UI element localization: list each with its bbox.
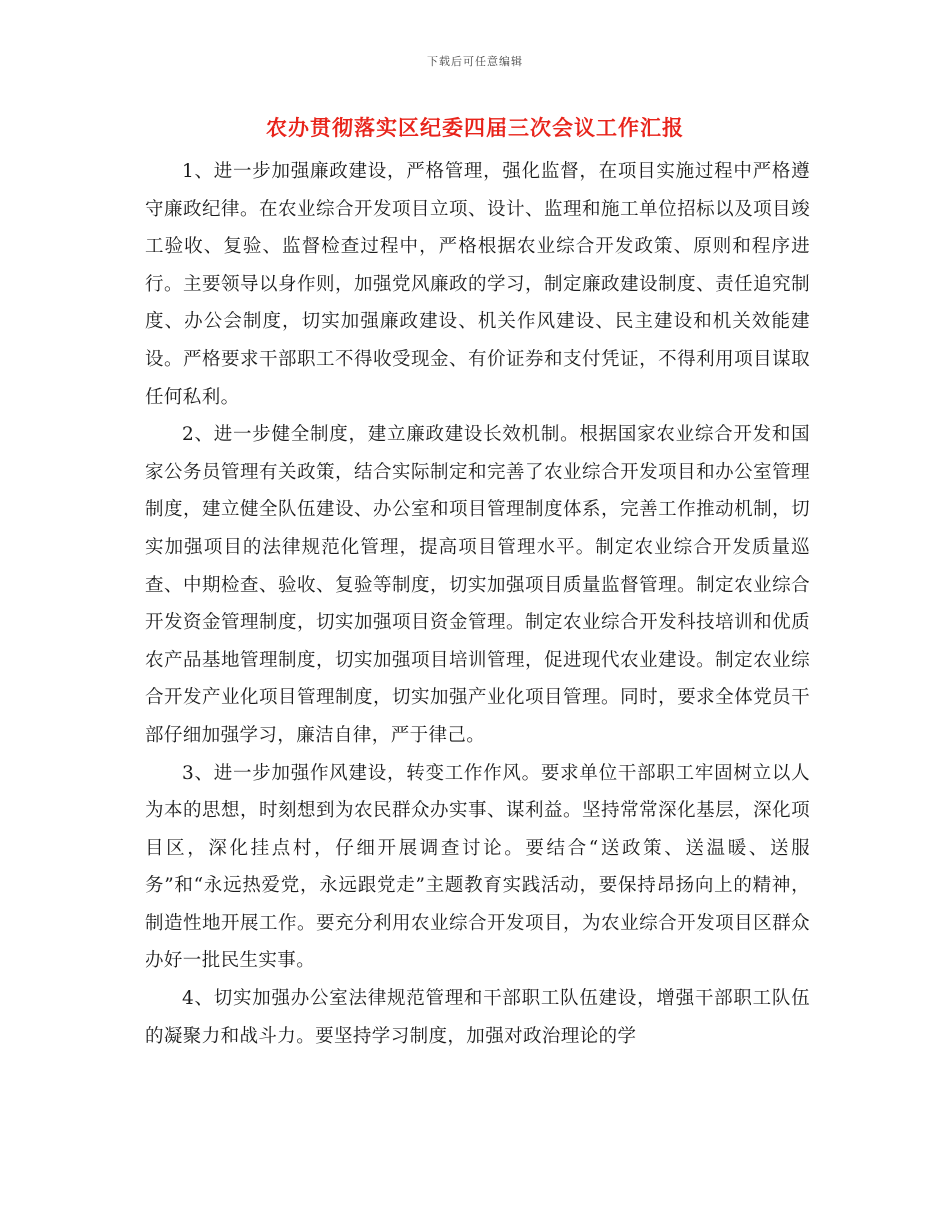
document-title: 农办贯彻落实区纪委四届三次会议工作汇报 [266,115,684,140]
paragraph-1: 1、进一步加强廉政建设，严格管理，强化监督，在项目实施过程中严格遵守廉政纪律。在农业综合开发项目立项、设计、监理和施工单位招标以及项目竣工验收、复验、监督检查过程中，严格根据农业综合开发政策、原则和程序进行。主要领导以身作则，加强党风廉政的学习，制定廉政建设制度、责任追究制度、办公会制度，切实加强廉政建设、机关作风建设、民主建设和机关效能建设。严格要求干部职工不得收受现金、有价证券和支付凭证，不得利用项目谋取任何私利。 [145,161,810,408]
header-note: 下载后可任意编辑 [427,55,523,68]
paragraph-2: 2、进一步健全制度，建立廉政建设长效机制。根据国家农业综合开发和国家公务员管理有关政策，结合实际制定和完善了农业综合开发项目和办公室管理制度，建立健全队伍建设、办公室和项目管理制度体系，完善工作推动机制，切实加强项目的法律规范化管理，提高项目管理水平。制定农业综合开发质量巡查、中期检查、验收、复验等制度，切实加强项目质量监督管理。制定农业综合开发资金管理制度，切实加强项目资金管理。制定农业综合开发科技培训和优质农产品基地管理制度，切实加强项目培训管理，促进现代农业建设。制定农业综合开发产业化项目管理制度，切实加强产业化项目管理。同时，要求全体党员干部仔细加强学习，廉洁自律，严于律己。 [145,424,810,746]
paragraph-3: 3、进一步加强作风建设，转变工作作风。要求单位干部职工牢固树立以人为本的思想，时刻想到为农民群众办实事、谋利益。坚持常常深化基层，深化项目区，深化挂点村，仔细开展调查讨论。要结合“送政策、送温暖、送服务”和“永远热爱党，永远跟党走”主题教育实践活动，要保持昂扬向上的精神，制造性地开展工作。要充分利用农业综合开发项目，为农业综合开发项目区群众办好一批民生实事。 [145,762,810,972]
paragraph-4: 4、切实加强办公室法律规范管理和干部职工队伍建设，增强干部职工队伍的凝聚力和战斗力。要坚持学习制度，加强对政治理论的学 [145,988,810,1047]
document-body [145,153,810,1055]
